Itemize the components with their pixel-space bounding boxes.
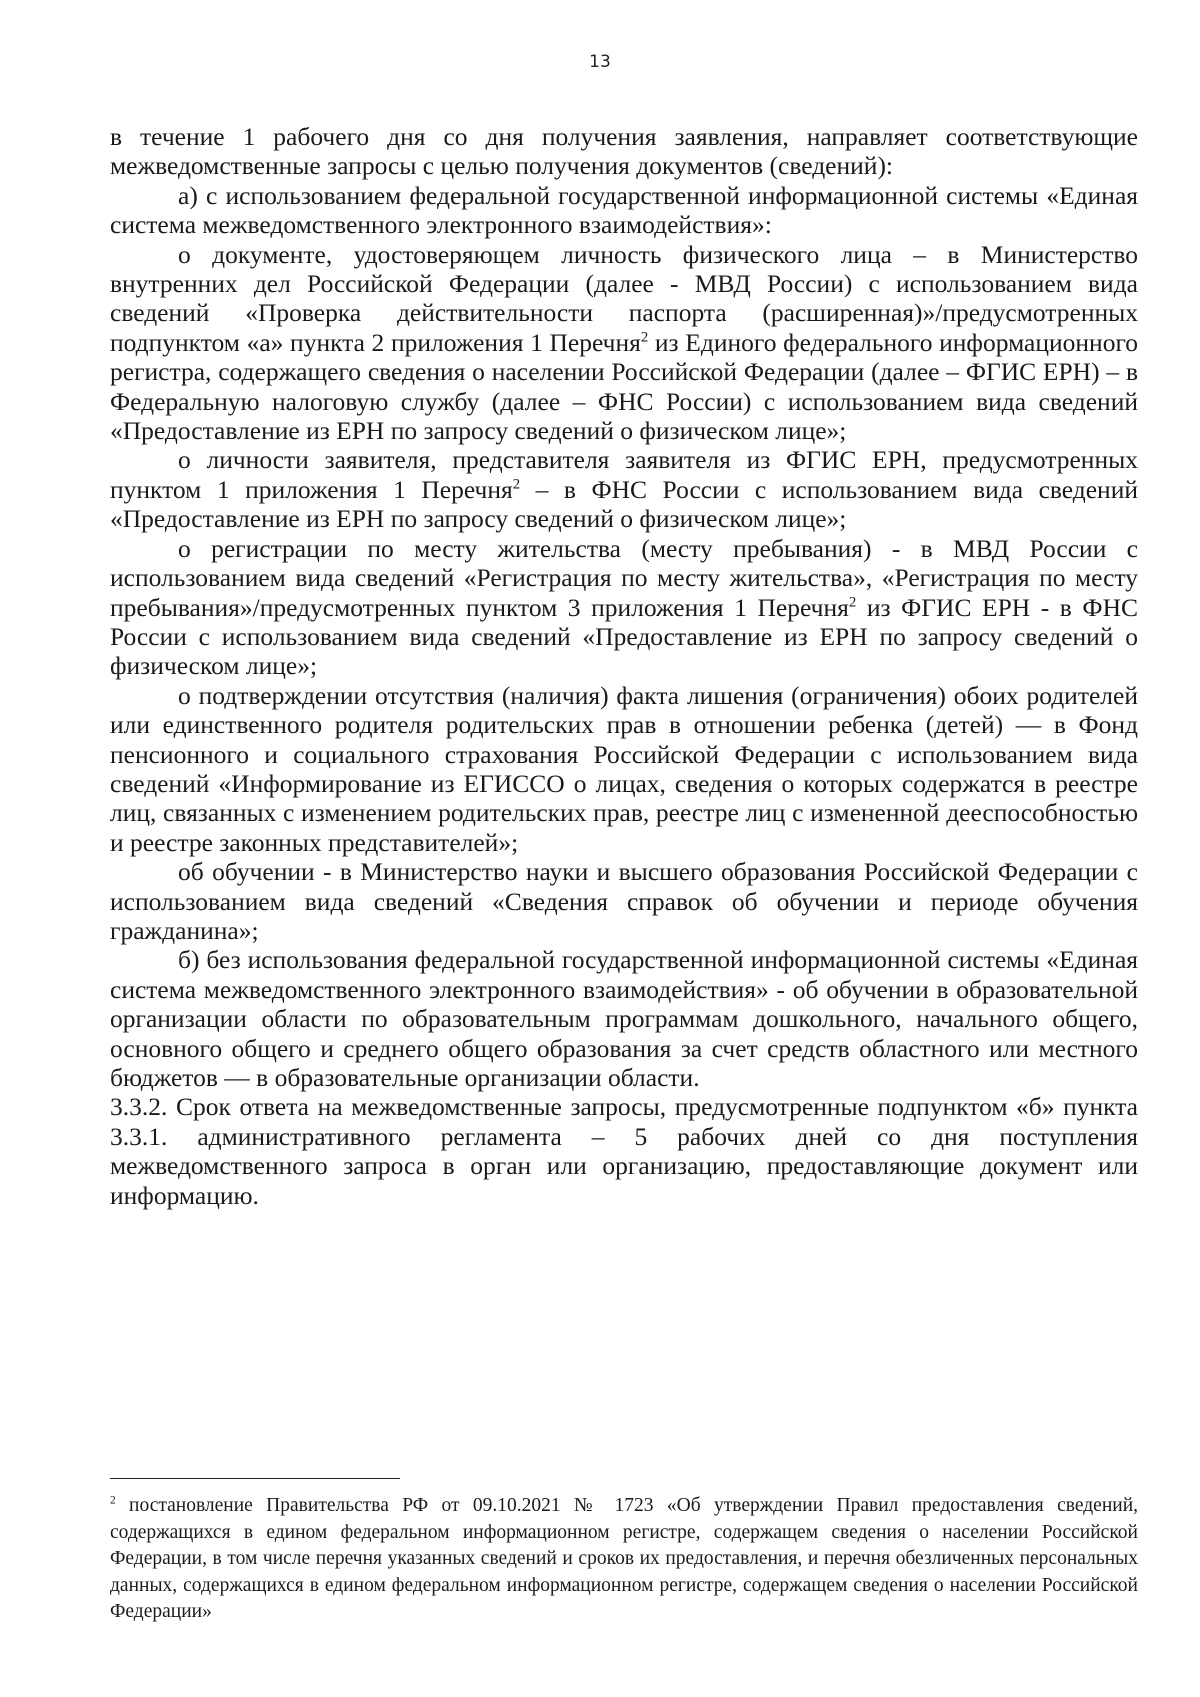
footnote-ref: 2 xyxy=(512,476,521,493)
footnote-ref: 2 xyxy=(640,329,649,346)
footnote xyxy=(110,1493,1138,1626)
footnote-separator xyxy=(110,1478,400,1479)
footnote-marker: 2 xyxy=(110,1494,116,1507)
paragraph-identity-document: о документе, удостоверяющем личность физического лица – в Министерство внутренних дел Российской Федерации (далее - МВД России) с использованием вида сведений «Проверка действительности паспорта (расширенная)»/предусмотренных подпунктом «а» пункта 2 приложения 1 Перечня$^2$ из Единого федерального информационного регистра, содержащего сведения о населении Российской Федерации (далее – ФГИС ЕРН) – в Федеральную налоговую службу (далее – ФНС России) с использованием вида сведений «Предоставление из ЕРН по запросу сведений о физическом лице»; xyxy=(110,239,1139,446)
paragraph-3-3-2: 3.3.2. Срок ответа на межведомственные запросы, предусмотренные подпунктом «б» пункта 3.3.1. административного регламента – 5 рабочих дней со дня поступления межведомственного запроса в орган или организацию, предоставляющие документ или информацию. xyxy=(110,1092,1138,1210)
paragraph-continuation: в течение 1 рабочего дня со дня получения заявления, направляет соответствующие межведомственные запросы с целью получения документов (сведений): xyxy=(110,122,1138,181)
paragraph-applicant-identity: о личности заявителя, представителя заявителя из ФГИС ЕРН, предусмотренных пунктом 1 приложения 1 Перечня$^2$ – в ФНС России с использованием вида сведений «Предоставление из ЕРН по запросу сведений о физическом лице»; xyxy=(110,445,1138,534)
page-number: 13 xyxy=(589,52,611,72)
footnote-ref: 2 xyxy=(848,594,857,610)
body-text xyxy=(110,122,1138,1210)
footnote-text: постановление Правительства РФ от 09.10.2021 № 1723 «Об утверждении Правил предоставления сведений, содержащихся в едином федеральном информационном регистре, содержащем сведения о населении Российской Федерации, в том числе перечня указанных сведений и сроков их предоставления, и перечня обезличенных персональных данных, содержащихся в едином федеральном информационном регистре, содержащем сведения о населении Российской Федерации» xyxy=(110,1495,1138,1623)
paragraph-registration: о регистрации по месту жительства (месту пребывания) - в МВД России с использованием вида сведений «Регистрация по месту жительства», «Регистрация по месту пребывания»/предусмотренных пунктом 3 приложения 1 Перечня$^2$ из ФГИС ЕРН - в ФНС России с использованием вида сведений «Предоставление из ЕРН по запросу сведений о физическом лице»; xyxy=(110,533,1138,681)
paragraph-education-ministry: об обучении - в Министерство науки и высшего образования Российской Федерации с использованием вида сведений «Сведения справок об обучении и периоде обучения гражданина»; xyxy=(110,857,1138,945)
paragraph-parental-rights: о подтверждении отсутствия (наличия) факта лишения (ограничения) обоих родителей или единственного родителя родительских прав в отношении ребенка (детей) — в Фонд пенсионного и социального страхования Российской Федерации с использованием вида сведений «Информирование из ЕГИССО о лицах, сведения о которых содержатся в реестре лиц, связанных с изменением родительских прав, реестре лиц с измененной дееспособностью и реестре законных представителей»; xyxy=(110,680,1138,857)
paragraph-item-a: а) с использованием федеральной государственной информационной системы «Единая система межведомственного электронного взаимодействия»: xyxy=(110,180,1138,240)
paragraph-item-b: б) без использования федеральной государственной информационной системы «Единая система межведомственного электронного взаимодействия» - об обучении в образовательной организации области по образовательным программам дошкольного, начального общего, основного общего и среднего общего образования за счет средств областного или местного бюджетов — в образовательные организации области. xyxy=(110,945,1138,1092)
